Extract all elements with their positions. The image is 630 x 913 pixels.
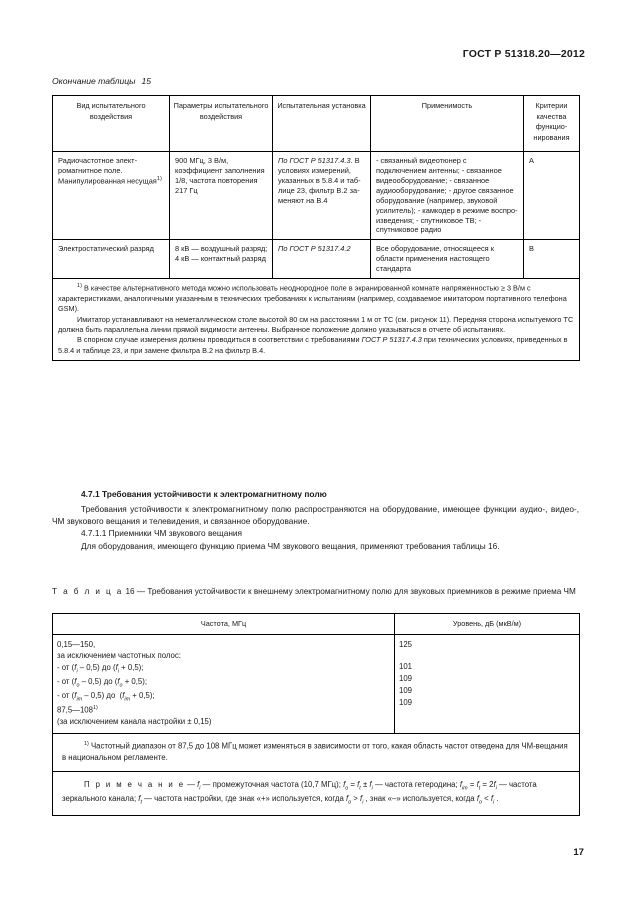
footnote-marker: 1) bbox=[84, 740, 89, 747]
table15-r1-criteria: А bbox=[524, 152, 580, 240]
footnote-para3-reference: ГОСТ Р 51317.4.3 bbox=[361, 335, 422, 345]
table15-col-applicability: Применимость bbox=[371, 96, 524, 152]
table15-r1-kind-text: Радиочастотное электромагнитное поле. Манипулированная несущая bbox=[58, 156, 157, 186]
table15-r1-kind bbox=[53, 152, 170, 240]
footnote-text-1: В качестве альтернативного метода можно использовать неоднородное поле в экранированной комнате напряженностью ≥ 3 В/м с характеристиками, аналогичными указанным в технических требованиях к испытаниям (например, создаваемое имитатором портативного телефона GSM). bbox=[58, 283, 567, 314]
table15-footnote-para2: Имитатор устанавливают на неметаллическом столе высотой 80 см на расстоянии 1 м от ТС (см. рисунок 11). Передняя сторона испытуемого ТС должна быть параллельна линии прямой видимости антенны. Выбранное положение должно указываться в отчете об испытаниях. bbox=[58, 314, 574, 334]
note-dash-1: — bbox=[184, 780, 198, 790]
list-item: - другое связанное оборудование (например, звуковой усилитель); bbox=[376, 185, 514, 215]
table15-footnote-para3 bbox=[58, 335, 575, 356]
list-item: - связанное аудиооборудование; bbox=[376, 175, 490, 195]
table15-footnote-row bbox=[53, 279, 580, 361]
frequency-line-exception: за исключением частотных полос: bbox=[57, 651, 181, 661]
table15-r2-kind: Электростатический разряд bbox=[53, 240, 170, 279]
table15-col-params: Параметры испытательного воздействия bbox=[170, 96, 273, 152]
level-value: 125 bbox=[399, 639, 413, 649]
note-label: П р и м е ч а н и е bbox=[84, 780, 185, 790]
section-para-1: Требования устойчивости к электромагнитному полю распространяются на оборудование, имеющее функции аудио-, видео-, ЧМ звукового вещания и телевидения, и связанное оборудование. bbox=[52, 504, 579, 527]
table16-footnote-marker-inline: 1) bbox=[92, 704, 98, 711]
footnote-marker: 1) bbox=[77, 283, 82, 290]
level-value: 109 bbox=[399, 674, 413, 684]
table16-col-frequency: Частота, МГц bbox=[53, 614, 395, 635]
table-row bbox=[53, 152, 580, 240]
table15-r2-applicability: Все оборудование, относящееся к области применения настоящего стандарта bbox=[371, 240, 524, 279]
table15-r2-setup: По ГОСТ Р 51317.4.2 bbox=[273, 240, 371, 279]
table16-level-cell bbox=[395, 634, 580, 733]
list-item: - спутниковое ТВ; bbox=[416, 215, 477, 225]
footnote-para3-tail: при технических условиях, приведенных в 5.8.4 и таблице 23, и при замене фильтра В.2 на фильтр В.4. bbox=[58, 335, 568, 355]
section-heading-4-7-1: 4.7.1 Требования устойчивости к электромагнитному полю bbox=[81, 489, 327, 499]
list-item: - спутниковое радио bbox=[376, 215, 482, 235]
table15-r2-criteria: В bbox=[524, 240, 580, 279]
table16-footnote bbox=[53, 733, 580, 771]
table15-footnote bbox=[53, 279, 580, 361]
note-seg-3: — частота гетеродина; bbox=[372, 780, 460, 790]
table16-caption-word: Т а б л и ц а bbox=[52, 587, 124, 596]
table15-header-row bbox=[53, 96, 580, 152]
table15-caption-number: 15 bbox=[141, 76, 152, 86]
table15-r2-params: 8 кВ — воздушный разряд; 4 кВ — контактный разряд bbox=[170, 240, 273, 279]
table15-footnote-para1 bbox=[58, 283, 575, 315]
level-value: 109 bbox=[399, 686, 413, 696]
note-seg-2: — промежуточная частота (10,7 МГц); bbox=[200, 780, 344, 790]
standard-header: ГОСТ Р 51318.20—2012 bbox=[462, 48, 585, 60]
table16-note bbox=[53, 772, 580, 816]
table16-footnote-para bbox=[62, 740, 570, 764]
table15-r1-applicability bbox=[371, 152, 524, 240]
list-item: - камкодер в режиме воспроизведения; bbox=[376, 205, 518, 225]
table16-frequency-cell bbox=[53, 634, 395, 733]
table15-caption-label: Окончание таблицы bbox=[52, 76, 136, 86]
table15-caption bbox=[52, 76, 151, 86]
frequency-line-tuning-exception: (за исключением канала настройки ± 0,15) bbox=[57, 716, 212, 726]
frequency-line-fi: - от $(f_i - 0,5)$ до $(f_i + 0,5)$; bbox=[57, 663, 144, 675]
table15 bbox=[52, 95, 580, 361]
page-number: 17 bbox=[573, 847, 584, 858]
note-seg-4: — частота зеркального канала; bbox=[62, 780, 537, 803]
note-seg-6: , знак «–» используется, когда bbox=[363, 793, 477, 803]
table16-note-paragraph: П р и м е ч а н и е — $f_i$ — промежуточная частота (10,7 МГц); $f_o = f_t \pm f_i$ — частота гетеродина; $f_{im} = f_t = 2f_i$ — частота зеркального канала; $f_t$ — частота настройки, где знак «+» используется, когда $f_o > f_i$ , знак «–» используется, когда $f_o < f_i$ . bbox=[62, 780, 537, 806]
frequency-line-fim: - от $(f_{im} - 0,5)$ до $(f_{im} + 0,5)$; bbox=[57, 690, 155, 703]
frequency-line-fm-band: 87,5—108$^{1)}$ bbox=[57, 704, 98, 715]
table-row bbox=[53, 240, 580, 279]
table15-col-setup: Испытательная установка bbox=[273, 96, 371, 152]
list-item: - связанное видеооборудование; bbox=[376, 165, 502, 185]
table15-r1-kind-footnote-marker: 1) bbox=[156, 175, 162, 182]
list-item: - связанный видеотюнер с подключением антенны; bbox=[376, 156, 467, 175]
table16-header-row bbox=[53, 614, 580, 635]
table15-col-kind: Вид испытательного воздействия bbox=[53, 96, 170, 152]
section-body bbox=[52, 503, 579, 552]
note-seg-7: . bbox=[494, 793, 499, 803]
table15-col-criteria: Критерии качества функционирования bbox=[524, 96, 580, 152]
table16-caption-number: 16 bbox=[125, 587, 135, 596]
table16-footnote-text: Частотный диапазон от 87,5 до 108 МГц может изменяться в зависимости от того, какая область частот отведена для ЧМ-вещания в национальном регламенте. bbox=[62, 741, 568, 763]
table16-col-level: Уровень, дБ (мкВ/м) bbox=[395, 614, 580, 635]
table15-r1-setup-ref: По ГОСТ Р 51317.4.3. bbox=[278, 156, 353, 165]
table15-r1-params: 900 МГц, 3 В/м, коэффициент заполнения 1/8, частота повторения 217 Гц bbox=[170, 152, 273, 240]
table15-r1-setup bbox=[273, 152, 371, 240]
table16-caption-text: — Требования устойчивости к внешнему электромагнитному полю для звуковых приемников в режиме приема ЧМ bbox=[136, 587, 576, 596]
level-value: 109 bbox=[399, 697, 413, 707]
table16 bbox=[52, 613, 580, 816]
footnote-para3-lead: В спорном случае измерения должны проводиться в соответствии с требованиями bbox=[77, 335, 362, 345]
frequency-line-range: 0,15—150, bbox=[57, 639, 96, 649]
level-value: 101 bbox=[399, 662, 413, 672]
table16-footnote-row bbox=[53, 733, 580, 771]
section-subheading-4-7-1-1: 4.7.1.1 Приемники ЧМ звукового вещания bbox=[81, 528, 243, 539]
table15-r1-setup-text: В условиях измерений, указанных в 5.8.4 и таблице 23, фильтр В.2 заменяют на В.4 bbox=[278, 156, 361, 205]
table16-note-row bbox=[53, 772, 580, 816]
table-row bbox=[53, 634, 580, 733]
section-para-2: Для оборудования, имеющего функцию приема ЧМ звукового вещания, применяют требования таблицы 16. bbox=[81, 540, 500, 551]
frequency-line-fo: - от $(f_o - 0,5)$ до $(f_o + 0,5)$; bbox=[57, 677, 148, 689]
table16-caption bbox=[52, 586, 579, 598]
note-seg-5: — частота настройки, где знак «+» используется, когда bbox=[141, 793, 346, 803]
